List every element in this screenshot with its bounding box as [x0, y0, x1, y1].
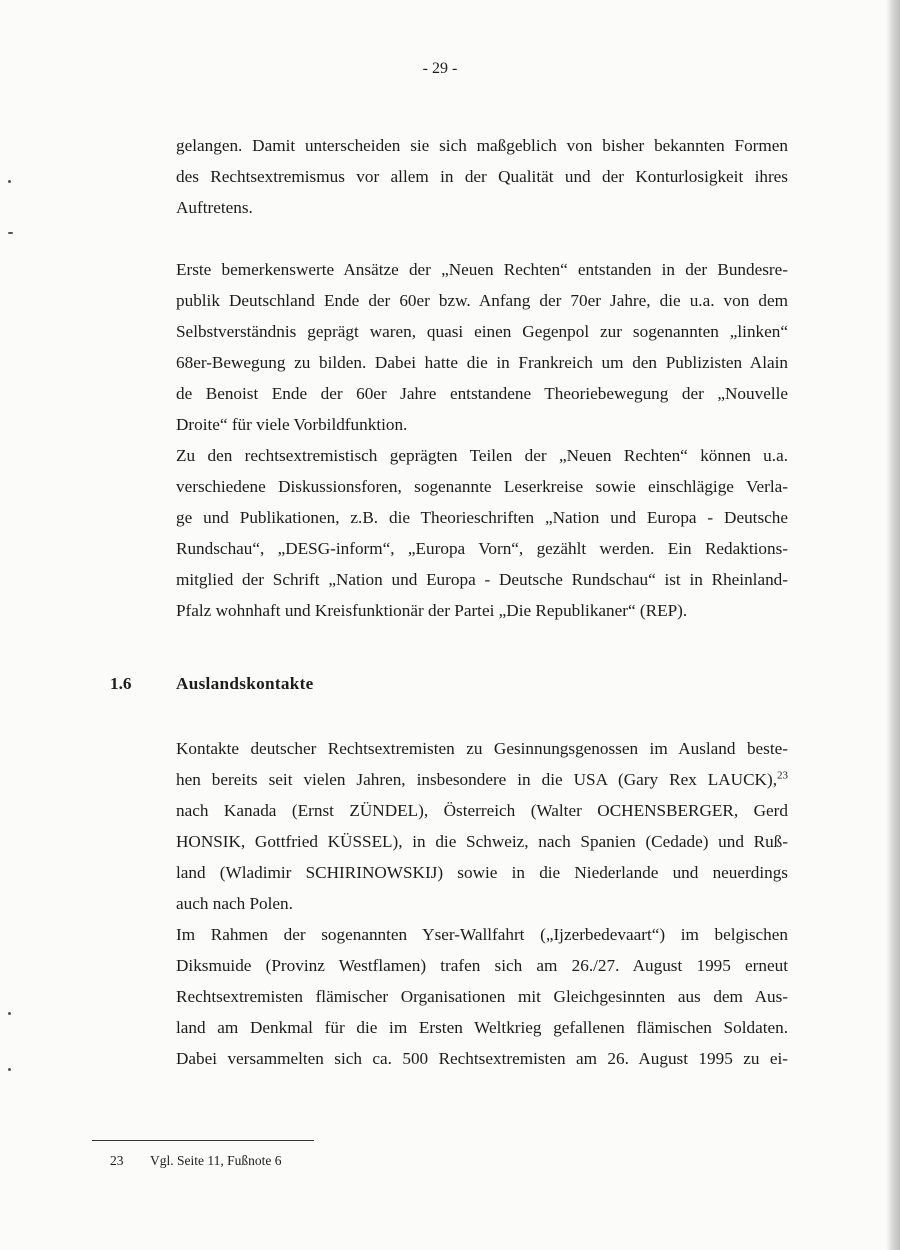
section-title: Auslandskontakte: [176, 674, 314, 693]
text-line: ge und Publikationen, z.B. die Theorieschriften „Nation und Europa - Deutsche: [176, 508, 788, 527]
page-number: - 29 -: [422, 60, 458, 77]
paragraph-neue-rechte: [176, 254, 788, 626]
footnote-number: 23: [110, 1153, 124, 1168]
text-line: Rechtsextremisten flämischer Organisationen mit Gleichgesinnten aus dem Aus-: [176, 987, 788, 1006]
text-line: Zu den rechtsextremistisch geprägten Teilen der „Neuen Rechten“ können u.a.: [176, 446, 788, 465]
page-edge-shadow: [886, 0, 900, 1250]
text-segment: hen bereits seit vielen Jahren, insbesondere in die USA (Gary Rex LAUCK),: [176, 770, 777, 789]
text-line: Erste bemerkenswerte Ansätze der „Neuen Rechten“ entstanden in der Bundesre-: [176, 260, 788, 279]
text-line-with-footnote: [176, 764, 788, 795]
scan-speck: [8, 180, 11, 183]
section-number: 1.6: [110, 674, 132, 693]
text-line: Droite“ für viele Vorbildfunktion.: [176, 415, 408, 434]
text-line: publik Deutschland Ende der 60er bzw. Anfang der 70er Jahre, die u.a. von dem: [176, 291, 788, 310]
scan-speck: [8, 1068, 11, 1071]
scan-speck: [8, 1012, 11, 1015]
text-line: 68er-Bewegung zu bilden. Dabei hatte die in Frankreich um den Publizisten Alain: [176, 353, 788, 372]
paragraph-intro-continuation: [176, 130, 788, 223]
footnote-reference: 23: [777, 769, 788, 782]
footnote-separator: [92, 1140, 314, 1141]
text-line: Diksmuide (Provinz Westflamen) trafen sich am 26./27. August 1995 erneut: [176, 956, 788, 975]
text-line: Dabei versammelten sich ca. 500 Rechtsextremisten am 26. August 1995 zu ei-: [176, 1049, 788, 1068]
text-line: Kontakte deutscher Rechtsextremisten zu Gesinnungsgenossen im Ausland beste-: [176, 739, 788, 758]
text-line: land (Wladimir SCHIRINOWSKIJ) sowie in die Niederlande und neuerdings: [176, 863, 788, 882]
text-line: Im Rahmen der sogenannten Yser-Wallfahrt („Ijzerbedevaart“) im belgischen: [176, 925, 788, 944]
text-line: Pfalz wohnhaft und Kreisfunktionär der Partei „Die Republikaner“ (REP).: [176, 601, 688, 620]
text-line: Auftretens.: [176, 198, 253, 217]
text-line: nach Kanada (Ernst ZÜNDEL), Österreich (Walter OCHENSBERGER, Gerd: [176, 801, 788, 820]
scan-speck: [8, 232, 13, 234]
text-line: de Benoist Ende der 60er Jahre entstandene Theoriebewegung der „Nouvelle: [176, 384, 788, 403]
text-line: auch nach Polen.: [176, 894, 293, 913]
text-line: Selbstverständnis geprägt waren, quasi einen Gegenpol zur sogenannten „linken“: [176, 322, 788, 341]
text-line: gelangen. Damit unterscheiden sie sich maßgeblich von bisher bekannten Formen: [176, 136, 788, 155]
text-line: HONSIK, Gottfried KÜSSEL), in die Schweiz, nach Spanien (Cedade) und Ruß-: [176, 832, 788, 851]
text-line: Rundschau“, „DESG-inform“, „Europa Vorn“, gezählt werden. Ein Redaktions-: [176, 539, 788, 558]
text-line: land am Denkmal für die im Ersten Weltkrieg gefallenen flämischen Soldaten.: [176, 1018, 788, 1037]
paragraph-auslandskontakte: [176, 733, 788, 1074]
text-line: des Rechtsextremismus vor allem in der Qualität und der Konturlosigkeit ihres: [176, 167, 788, 186]
footnote-text: Vgl. Seite 11, Fußnote 6: [150, 1153, 282, 1168]
text-line: mitglied der Schrift „Nation und Europa - Deutsche Rundschau“ ist in Rheinland-: [176, 570, 788, 589]
text-line: verschiedene Diskussionsforen, sogenannte Leserkreise sowie einschlägige Verla-: [176, 477, 788, 496]
